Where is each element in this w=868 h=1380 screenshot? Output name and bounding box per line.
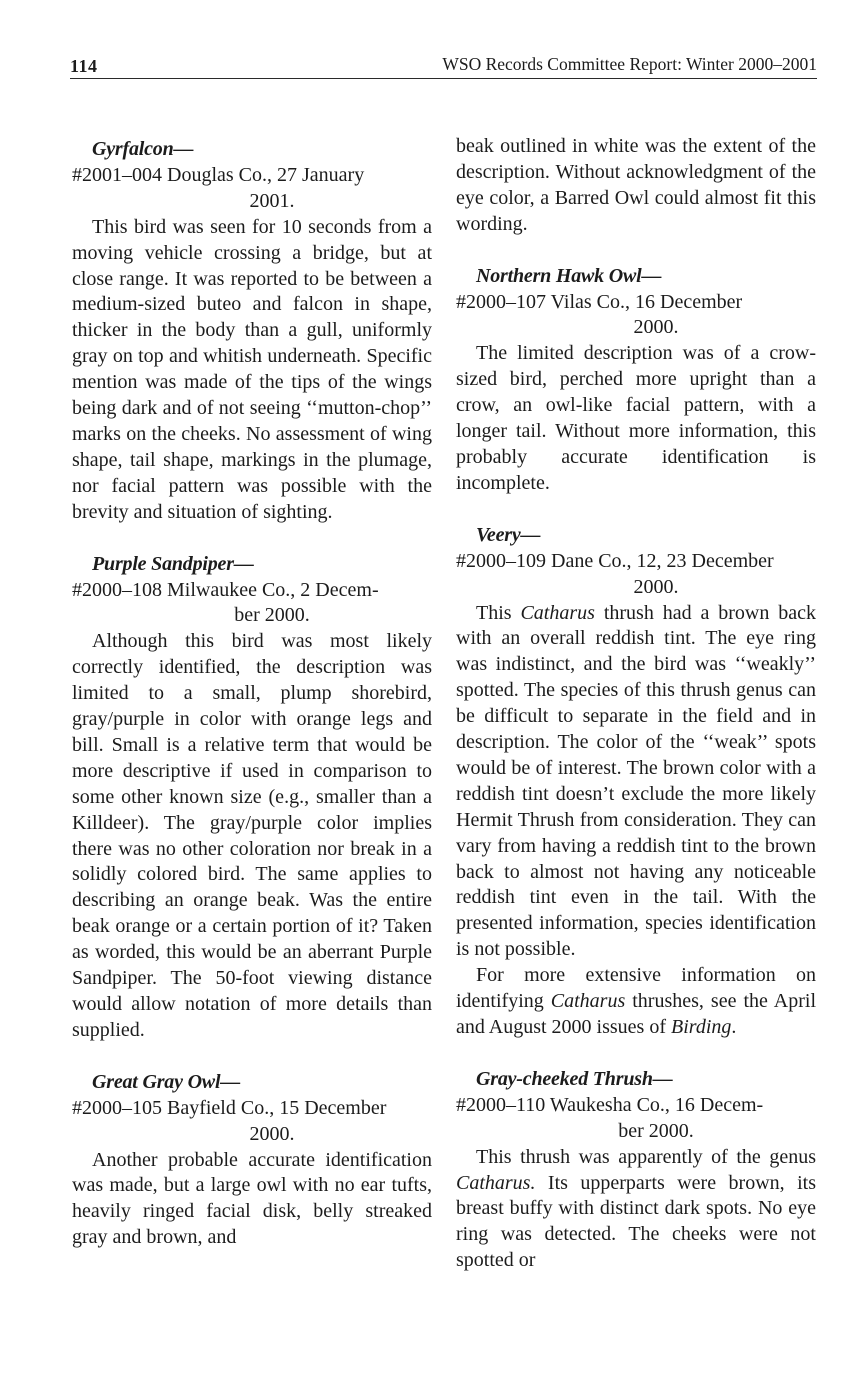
entry-northern-hawk-owl <box>456 264 816 497</box>
running-head: WSO Records Committee Report: Winter 2000–2001 <box>442 54 817 74</box>
entry-gyrfalcon <box>72 137 432 526</box>
header-rule <box>70 78 817 79</box>
entry-purple-sandpiper <box>72 552 432 1044</box>
record-line: #2000–107 Vilas Co., 16 December <box>456 290 743 313</box>
record-line-cont: 2000. <box>633 575 679 598</box>
record-line: #2000–108 Milwaukee Co., 2 Decem- <box>72 578 379 601</box>
entry-veery <box>456 523 816 1041</box>
species-title: Northern Hawk Owl— <box>476 264 662 287</box>
entry-body: This Catharus thrush had a brown back with an overall reddish tint. The eye ring was indistinct, and the bird was ‘‘weakly’’ spotted. The species of this thrush genus can be difficult to separate in the field and in description. The color of the ‘‘weak’’ spots would be of interest. The brown color with a reddish tint doesn’t exclude the more likely Hermit Thrush from consideration. They can vary from having a reddish tint to the brown back to almost not having any noticeable reddish tint even in the tail. With the presented information, species identification is not possible. <box>456 601 816 961</box>
entry-body: This bird was seen for 10 seconds from a moving vehicle crossing a bridge, but at close range. It was reported to be between a medium-sized buteo and falcon in shape, thicker in the body than a gull, uniformly gray on top and whitish underneath. Specific mention was made of the tips of the wings being dark and of not seeing ‘‘mutton-chop’’ marks on the cheeks. No assessment of wing shape, tail shape, markings in the plumage, nor facial pattern was possible with the brevity and situation of sighting. <box>72 215 432 523</box>
entry-body-continued: beak outlined in white was the extent of the description. Without acknowledgment of the eye color, a Barred Owl could almost fit this wording. <box>456 135 816 235</box>
genus-name: Catharus <box>550 990 626 1013</box>
genus-name: Catharus. <box>456 1171 536 1194</box>
left-column <box>72 137 432 1251</box>
record-line: #2000–109 Dane Co., 12, 23 December <box>456 549 774 572</box>
entry-body: The limited description was of a crow-sized bird, perched more upright than a crow, an owl-like facial pattern, with a longer tail. Without more information, this probably accurate identification is incomplete. <box>456 342 816 494</box>
journal-name: Birding <box>671 1016 732 1038</box>
species-title: Gray-cheeked Thrush— <box>476 1067 673 1090</box>
species-title: Great Gray Owl— <box>92 1070 241 1093</box>
entry-great-gray-owl <box>72 1070 432 1251</box>
record-line-cont: ber 2000. <box>618 1119 694 1142</box>
entry-note: For more extensive information on identifying Catharus thrushes, see the April and August 2000 issues of Birding. <box>456 964 817 1038</box>
genus-name: Catharus <box>520 601 595 624</box>
entry-body: This thrush was apparently of the genus Catharus. Its upperparts were brown, its breast buffy with distinct dark spots. No eye ring was detected. The cheeks were not spotted or <box>456 1145 816 1272</box>
species-title: Veery— <box>476 523 541 546</box>
page-header <box>70 50 817 80</box>
entry-gray-cheeked-thrush <box>456 1067 816 1274</box>
entry-body: Another probable accurate identification was made, but a large owl with no ear tufts, heavily ringed facial disk, belly streaked gray and brown, and <box>72 1148 432 1249</box>
page-number: 114 <box>70 56 98 76</box>
right-column <box>456 134 816 1274</box>
entry-body: Although this bird was most likely correctly identified, the description was limited to a small, plump shorebird, gray/purple in color with orange legs and bill. Small is a relative term that would be more descriptive if used in comparison to some other known size (e.g., smaller than a Killdeer). The gray/purple color implies there was no other coloration nor break in a solidly colored bird. The same applies to describing an orange beak. Was the entire beak orange or a certain portion of it? Taken as worded, this would be an aberrant Purple Sandpiper. The 50-foot viewing distance would allow notation of more details than supplied. <box>72 630 432 1041</box>
record-line-cont: 2001. <box>249 189 295 212</box>
species-title: Purple Sandpiper— <box>92 552 254 575</box>
species-title: Gyrfalcon— <box>92 138 194 160</box>
record-line: #2000–110 Waukesha Co., 16 Decem- <box>456 1093 764 1116</box>
record-line-cont: 2000. <box>249 1122 295 1145</box>
record-line: #2000–105 Bayfield Co., 15 December <box>72 1096 387 1119</box>
record-line-cont: 2000. <box>633 316 679 339</box>
record-line: #2001–004 Douglas Co., 27 January <box>72 163 365 186</box>
record-line-cont: ber 2000. <box>234 604 310 627</box>
